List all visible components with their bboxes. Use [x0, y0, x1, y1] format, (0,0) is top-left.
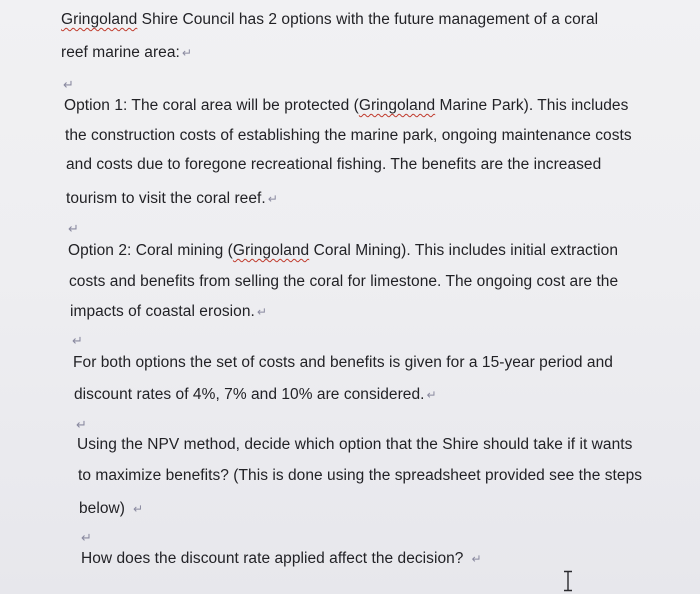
option1-line-4: [66, 189, 278, 209]
intro-line-2: [61, 43, 192, 63]
npv-line-2: [78, 466, 642, 486]
option2-line-1-post: Coral Mining). This includes initial extraction: [309, 242, 619, 259]
option2-line-1: [68, 241, 618, 261]
question-line-1: [81, 549, 482, 569]
npv-line-2-text: to maximize benefits? (This is done using the spreadsheet provided see the steps: [78, 467, 643, 484]
empty-paragraph-mark-icon: ↵: [63, 77, 74, 92]
discount-line-1: [73, 353, 613, 373]
option2-line-3: [70, 302, 267, 322]
option1-line-3: [66, 155, 601, 175]
option1-line-4-text: tourism to visit the coral reef.: [66, 190, 266, 207]
npv-line-3-text: below): [79, 500, 125, 517]
empty-paragraph-mark-icon: ↵: [81, 530, 92, 545]
option1-line-2-text: the construction costs of establishing the marine park, ongoing maintenance costs: [65, 127, 632, 144]
npv-line-1-text: Using the NPV method, decide which option that the Shire should take if it wants: [77, 436, 633, 453]
option1-line-1-post: Marine Park). This includes: [435, 97, 629, 114]
discount-line-1-text: For both options the set of costs and benefits is given for a 15-year period and: [73, 354, 613, 371]
intro-line-2-text: reef marine area:: [61, 44, 180, 61]
paragraph-mark-icon: ↵: [471, 552, 482, 566]
option1-line-3-text: and costs due to foregone recreational fishing. The benefits are the increased: [66, 156, 602, 173]
empty-paragraph-mark-icon: ↵: [72, 333, 83, 348]
question-line-1-text: How does the discount rate applied affect the decision?: [81, 550, 464, 567]
paragraph-mark-icon: ↵: [256, 305, 267, 319]
paragraph-mark-icon: ↵: [267, 192, 278, 206]
option2-line-2-text: costs and benefits from selling the coral for limestone. The ongoing cost are the: [69, 273, 619, 290]
intro-line-1-text: Shire Council has 2 options with the future management of a coral: [137, 11, 599, 28]
text-cursor-icon: [561, 570, 575, 592]
option2-line-3-text: impacts of coastal erosion.: [70, 303, 255, 320]
npv-line-1: [77, 435, 632, 455]
discount-line-2-text: discount rates of 4%, 7% and 10% are considered.: [74, 386, 425, 403]
discount-line-2: [74, 385, 437, 405]
spelling-flagged-word: Gringoland: [61, 11, 138, 28]
intro-line-1: [61, 10, 598, 30]
spelling-flagged-word: Gringoland: [358, 97, 436, 114]
paragraph-mark-icon: ↵: [181, 46, 192, 60]
option2-line-2: [69, 272, 618, 292]
option2-line-1-pre: Option 2: Coral mining (: [68, 242, 233, 259]
paragraph-mark-icon: ↵: [426, 388, 437, 402]
npv-line-3: [79, 499, 143, 519]
option1-line-1-pre: Option 1: The coral area will be protected (: [64, 97, 359, 114]
spelling-flagged-word: Gringoland: [232, 242, 310, 259]
paragraph-mark-icon: ↵: [132, 502, 144, 516]
empty-paragraph-mark-icon: ↵: [68, 221, 79, 236]
empty-paragraph-mark-icon: ↵: [76, 417, 87, 432]
option1-line-1: [64, 96, 628, 116]
option1-line-2: [65, 126, 632, 146]
